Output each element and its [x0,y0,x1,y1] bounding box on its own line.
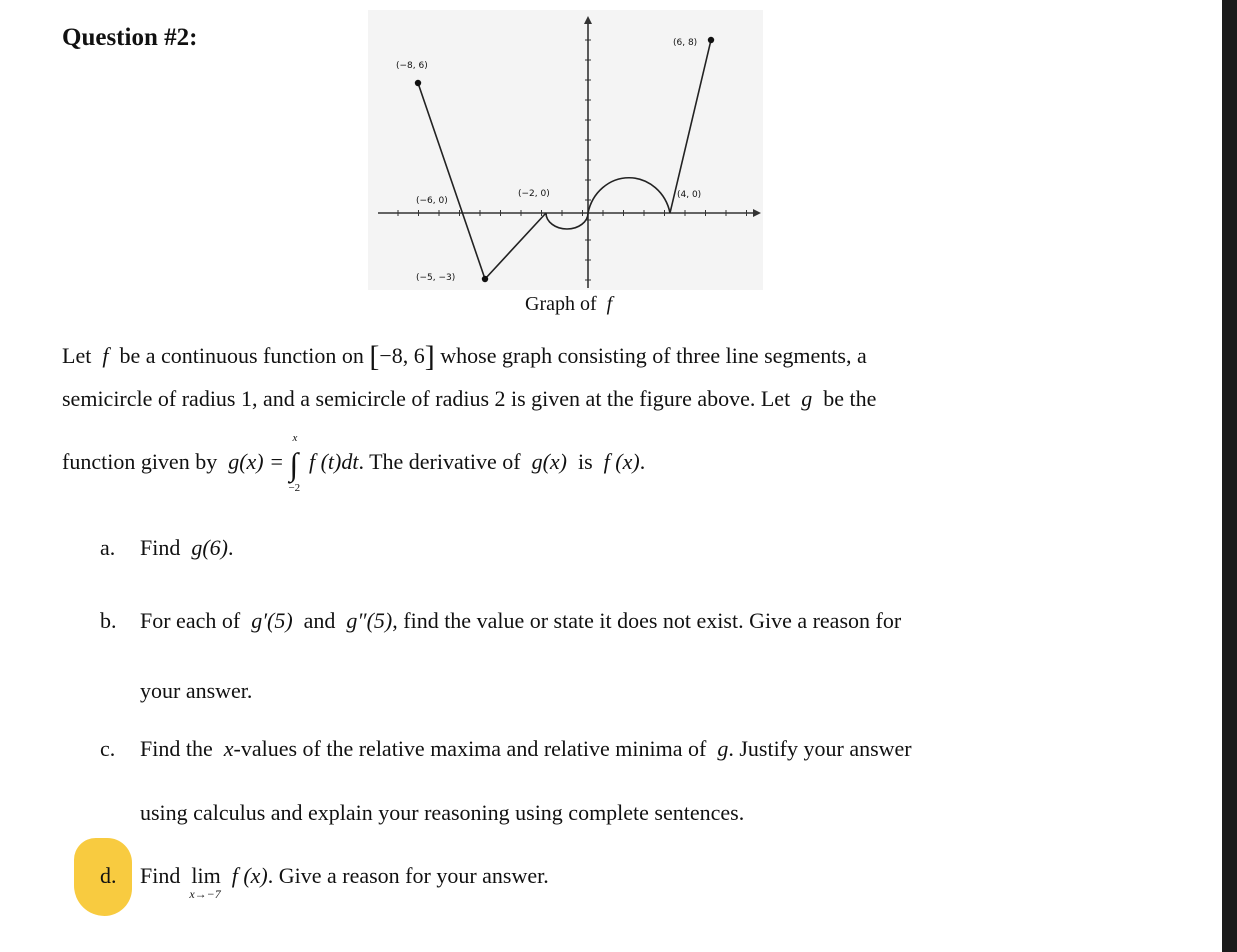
lim-subscript: x→−7 [189,887,221,901]
math-g: g [717,736,729,761]
intro-text: be a continuous function on [119,343,364,368]
part-text: Find [140,863,181,888]
integral-lower-limit: −2 [288,482,301,494]
part-text: , find the value or state it does not exist. Give a reason for [392,608,902,633]
math-g: g [801,386,813,411]
math-g6: g(6) [191,535,229,560]
g-definition-lhs: g(x) = [228,449,284,474]
graph-svg [368,10,763,290]
lim-word: lim [191,863,221,888]
limit-expression [189,863,221,901]
caption-var: f [606,293,613,315]
part-a-label: a. [100,535,116,560]
part-c-text [140,736,912,762]
intro-text: Let [62,343,92,368]
part-b-line-2: your answer. [140,678,253,703]
part-d-text [140,863,549,901]
part-text: . Justify your answer [728,736,912,761]
intro-text: whose graph consisting of three line segments, a [440,343,867,368]
interval: −8, 6 [379,343,425,368]
part-text: For each of [140,608,241,633]
intro-text: . [639,449,646,474]
intro-line-1: Let f be a continuous function on [−8, 6] whose graph consisting of three line segments, a [62,340,867,373]
point-6-8 [708,37,714,43]
integrand: f (t)dt [308,449,359,474]
math-fx: f (x) [603,449,640,474]
part-text: . [228,535,234,560]
part-c-label: c. [100,736,116,761]
label-6-8: (6, 8) [673,38,698,48]
math-gdoubleprime5: g″(5) [346,608,393,633]
intro-line-3 [62,432,646,494]
intro-text: is [577,449,593,474]
math-gprime5: g′(5) [251,608,293,633]
intro-text: be the [823,386,877,411]
part-b-label: b. [100,608,117,633]
label-4-0: (4, 0) [677,190,702,200]
graph-caption [525,293,612,316]
intro-text: semicircle of radius 1, and a semicircle of radius 2 is given at the figure above. Let [62,386,791,411]
part-text: -values of the relative maxima and relative minima of [233,736,707,761]
intro-line-2 [62,386,876,412]
part-c-line-2: using calculus and explain your reasoning using complete sentences. [140,800,745,825]
part-text: Find [140,535,181,560]
intro-text: . The derivative of [358,449,521,474]
graph-figure [368,10,763,290]
label-neg2-0: (−2, 0) [518,189,550,199]
question-title: Question #2: [62,24,198,51]
part-b-text [140,608,901,634]
point-neg5-neg3 [482,276,488,282]
part-text: and [303,608,336,633]
math-fx: f (x) [231,863,268,888]
math-gx: g(x) [531,449,567,474]
part-d-label: d. [100,863,117,888]
window-edge [1222,0,1237,952]
label-neg8-6: (−8, 6) [396,61,428,71]
part-text: . Give a reason for your answer. [267,863,549,888]
caption-text: Graph of [525,293,597,315]
part-text: Find the [140,736,213,761]
math-x: x [223,736,234,761]
label-neg6-0: (−6, 0) [416,196,448,206]
intro-text: function given by [62,449,218,474]
label-neg5-neg3: (−5, −3) [416,273,456,283]
part-a-text [140,535,234,561]
integral-upper-limit: x [292,432,298,444]
math-f: f [102,343,109,368]
graph-background [368,10,763,290]
integral-sign: ∫ x −2 [288,432,301,494]
point-neg8-6 [415,80,421,86]
